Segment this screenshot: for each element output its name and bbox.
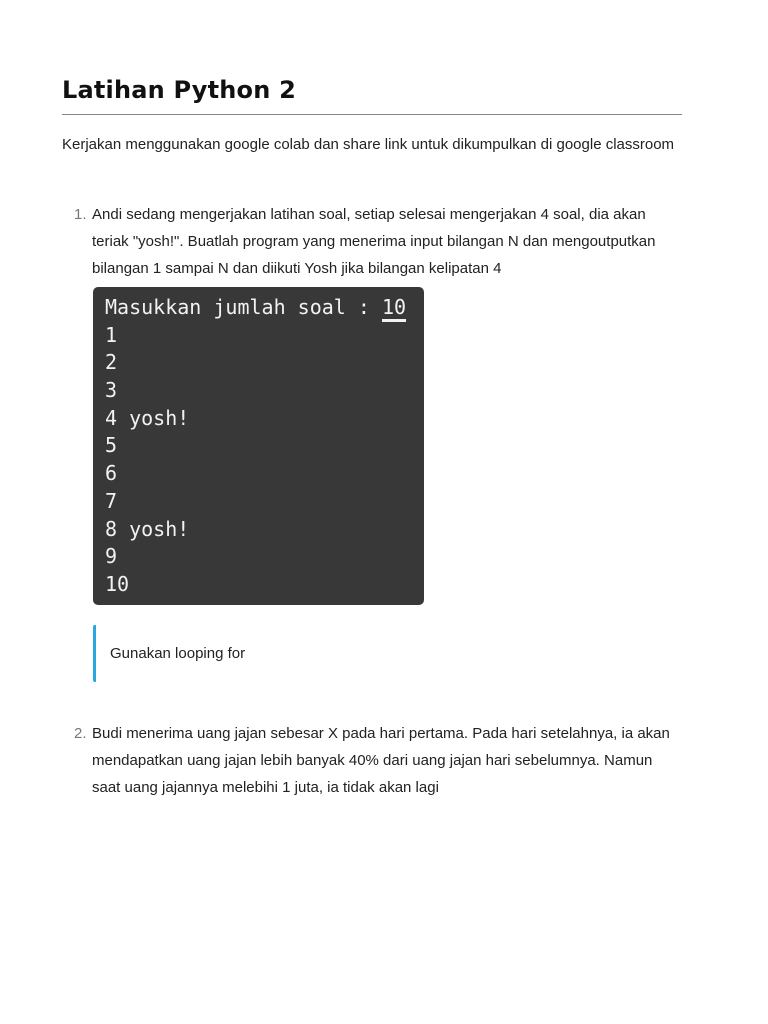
terminal-output-line: 8 yosh! — [105, 516, 190, 541]
hint-callout-text: Gunakan looping for — [110, 645, 246, 662]
page-title: Latihan Python 2 — [62, 76, 296, 104]
list-item-number: 2. — [74, 725, 87, 742]
terminal-output-screenshot — [93, 287, 424, 605]
terminal-output-line: 7 — [105, 488, 118, 513]
terminal-output-line: 5 — [105, 433, 118, 458]
terminal-input-value: 10 — [382, 295, 406, 322]
terminal-prompt: Masukkan jumlah soal : — [105, 295, 382, 319]
terminal-output-line: 3 — [105, 378, 118, 403]
hint-callout — [93, 625, 613, 682]
intro-paragraph: Kerjakan menggunakan google colab dan share link untuk dikumpulkan di google classroom — [62, 136, 675, 153]
terminal-output-line: 6 — [105, 461, 118, 486]
title-divider — [62, 114, 682, 115]
list-item-number: 1. — [74, 206, 87, 223]
terminal-output-line: 4 yosh! — [105, 405, 190, 430]
terminal-prompt-line — [105, 294, 424, 322]
terminal-output-line: 2 — [105, 350, 118, 375]
terminal-output-line: 1 — [105, 322, 118, 347]
list-item-text: Budi menerima uang jajan sebesar X pada hari pertama. Pada hari setelahnya, ia akan mendapatkan uang jajan lebih banyak 40% dari uang jajan hari sebelumnya. Namun saat uang jajannya melebihi 1 juta, ia tidak akan lagi — [92, 725, 670, 796]
terminal-output-line: 9 — [105, 544, 118, 569]
list-item-text: Andi sedang mengerjakan latihan soal, setiap selesai mengerjakan 4 soal, dia akan teriak "yosh!". Buatlah program yang menerima input bilangan N dan mengoutputkan bilangan 1 sampai N dan diikuti Yosh jika bilangan kelipatan 4 — [92, 206, 656, 277]
terminal-output-line: 10 — [105, 571, 130, 596]
